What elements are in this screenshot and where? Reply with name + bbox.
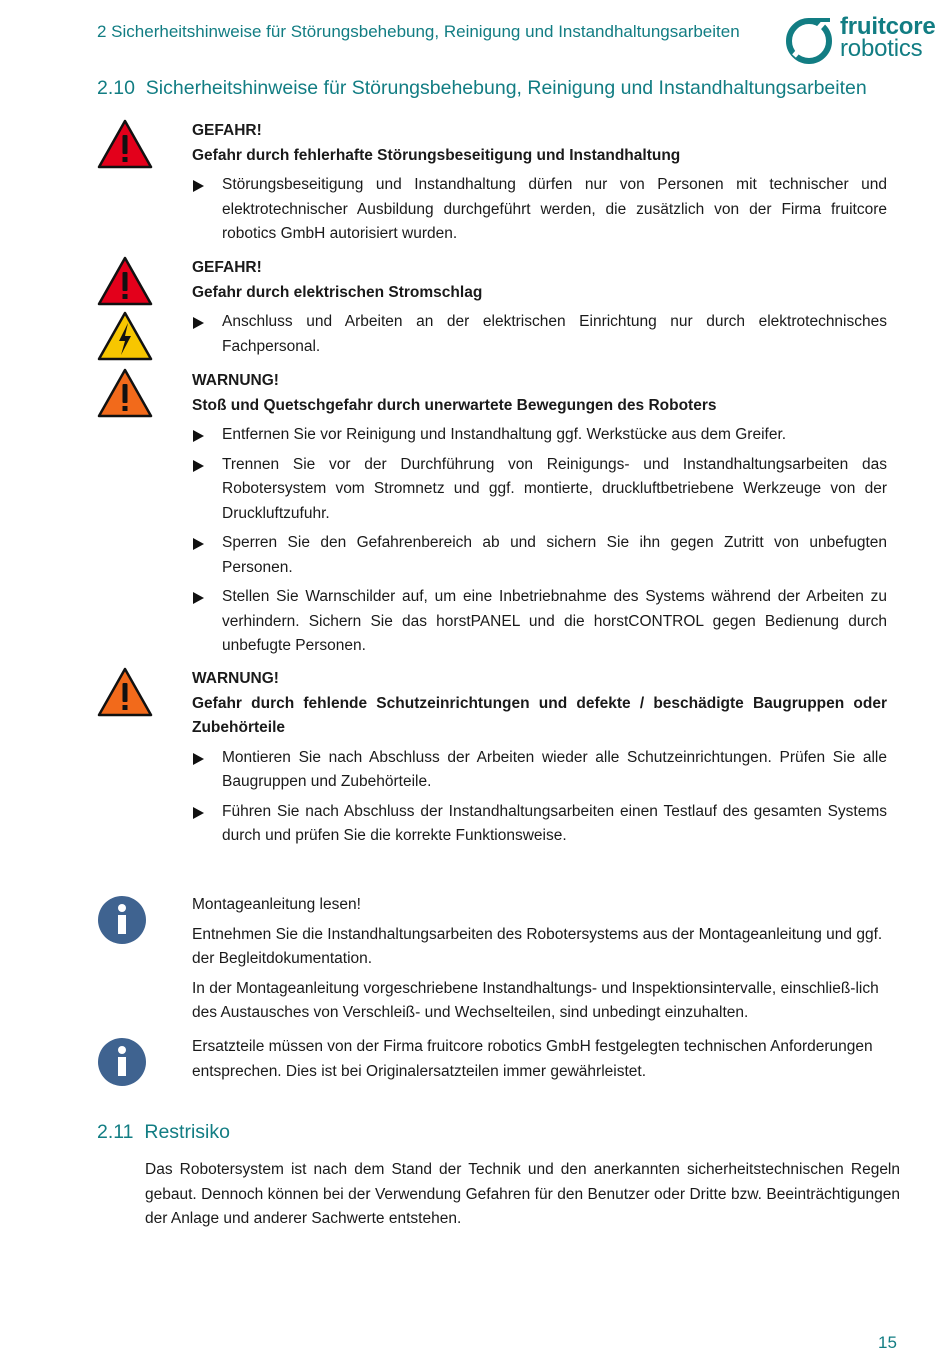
fruitcore-logo	[784, 14, 944, 66]
page-number: 15	[878, 1333, 897, 1352]
bullet-arrow-icon	[193, 592, 204, 604]
list-item: Montieren Sie nach Abschluss der Arbeiten wieder alle Schutzeinrichtungen. Prüfen Sie alle Baugruppen und Zubehörteile.	[192, 746, 887, 795]
info-block-2	[192, 1035, 892, 1089]
warning-block-3	[192, 369, 887, 659]
bullet-arrow-icon	[193, 180, 204, 192]
signal-word: GEFAHR!	[192, 259, 262, 276]
info-paragraph: Ersatzteile müssen von der Firma fruitcore robotics GmbH festgelegten technischen Anforderungen entsprechen. Dies ist bei Originalersatzteilen immer gewährleistet.	[192, 1038, 873, 1080]
warning-triangle-icon	[97, 667, 153, 718]
list-item: Führen Sie nach Abschluss der Instandhaltungsarbeiten einen Testlauf des gesamten Systems durch und prüfen Sie die korrekte Funktionsweise.	[192, 800, 887, 849]
logo-line2: robotics	[840, 35, 923, 62]
warning-triangle-icon	[97, 368, 153, 419]
warning-block-1	[192, 119, 887, 247]
fruitcore-logo-icon	[784, 14, 836, 66]
warning-block-2	[192, 256, 887, 359]
list-item: Sperren Sie den Gefahrenbereich ab und sichern Sie ihn gegen Zutritt von unbefugten Personen.	[192, 531, 887, 580]
list-item: Stellen Sie Warnschilder auf, um eine Inbetriebnahme des Systems während der Arbeiten zu verhindern. Sichern Sie das horstPANEL und die horstCONTROL gegen Bedienung durch unbefugte Personen.	[192, 585, 887, 659]
bullet-arrow-icon	[193, 538, 204, 550]
warning-subtitle: Gefahr durch fehlende Schutzeinrichtungen und defekte / beschädigte Baugruppen oder Zubehörteile	[192, 694, 887, 736]
signal-word: WARNUNG!	[192, 372, 279, 389]
danger-triangle-icon	[97, 119, 153, 170]
info-icon	[97, 895, 147, 945]
electric-hazard-icon	[97, 311, 153, 362]
logo-line1: fruitcore	[840, 13, 936, 40]
list-item: Störungsbeseitigung und Instandhaltung dürfen nur von Personen mit technischer und elektrotechnischer Ausbildung durchgeführt werden, die zusätzlich von der Firma fruitcore robotics GmbH autorisiert wurden.	[192, 173, 887, 247]
list-item: Entfernen Sie vor Reinigung und Instandhaltung ggf. Werkstücke aus dem Greifer.	[192, 423, 887, 448]
section-2-10-heading	[97, 77, 867, 100]
list-item: Anschluss und Arbeiten an der elektrischen Einrichtung nur durch elektrotechnisches Fachpersonal.	[192, 310, 887, 359]
warning-subtitle: Gefahr durch fehlerhafte Störungsbeseitigung und Instandhaltung	[192, 146, 681, 164]
section-2-11-heading	[97, 1121, 230, 1144]
warning-subtitle: Gefahr durch elektrischen Stromschlag	[192, 283, 483, 301]
bullet-arrow-icon	[193, 753, 204, 765]
bullet-arrow-icon	[193, 430, 204, 442]
section-number: 2.10	[97, 77, 135, 99]
info-heading: Montageanleitung lesen!	[192, 896, 361, 913]
signal-word: GEFAHR!	[192, 122, 262, 139]
info-block-1	[192, 893, 892, 1031]
danger-triangle-icon	[97, 256, 153, 307]
warning-subtitle: Stoß und Quetschgefahr durch unerwartete Bewegungen des Roboters	[192, 396, 717, 414]
section-number: 2.11	[97, 1121, 134, 1143]
bullet-arrow-icon	[193, 807, 204, 819]
bullet-arrow-icon	[193, 460, 204, 472]
running-header-title: 2 Sicherheitshinweise für Störungsbehebung, Reinigung und Instandhaltungsarbeiten	[97, 22, 740, 41]
section-title: Sicherheitshinweise für Störungsbehebung, Reinigung und Instandhaltungsarbeiten	[145, 77, 867, 99]
info-paragraph: In der Montageanleitung vorgeschriebene Instandhaltungs- und Inspektionsintervalle, einschließ-lich des Austausches von Verschleiß- und Wechselteilen, sind unbedingt einzuhalten.	[192, 979, 879, 1021]
section-title: Restrisiko	[144, 1121, 230, 1143]
signal-word: WARNUNG!	[192, 670, 279, 687]
warning-block-4	[192, 667, 887, 849]
info-icon	[97, 1037, 147, 1087]
restrisiko-paragraph: Das Robotersystem ist nach dem Stand der Technik und den anerkannten sicherheitstechnischen Regeln gebaut. Dennoch können bei der Verwendung Gefahren für den Benutzer oder Dritte bzw. Beeinträchtigungen der Anlage und anderer Sachwerte entstehen.	[145, 1161, 900, 1227]
list-item: Trennen Sie vor der Durchführung von Reinigungs- und Instandhaltungsarbeiten das Robotersystem vom Stromnetz und ggf. montierte, druckluftbetriebene Werkzeuge von der Druckluftzufuhr.	[192, 453, 887, 527]
bullet-arrow-icon	[193, 317, 204, 329]
info-paragraph: Entnehmen Sie die Instandhaltungsarbeiten des Robotersystems aus der Montageanleitung und ggf. der Begleitdokumentation.	[192, 925, 883, 967]
